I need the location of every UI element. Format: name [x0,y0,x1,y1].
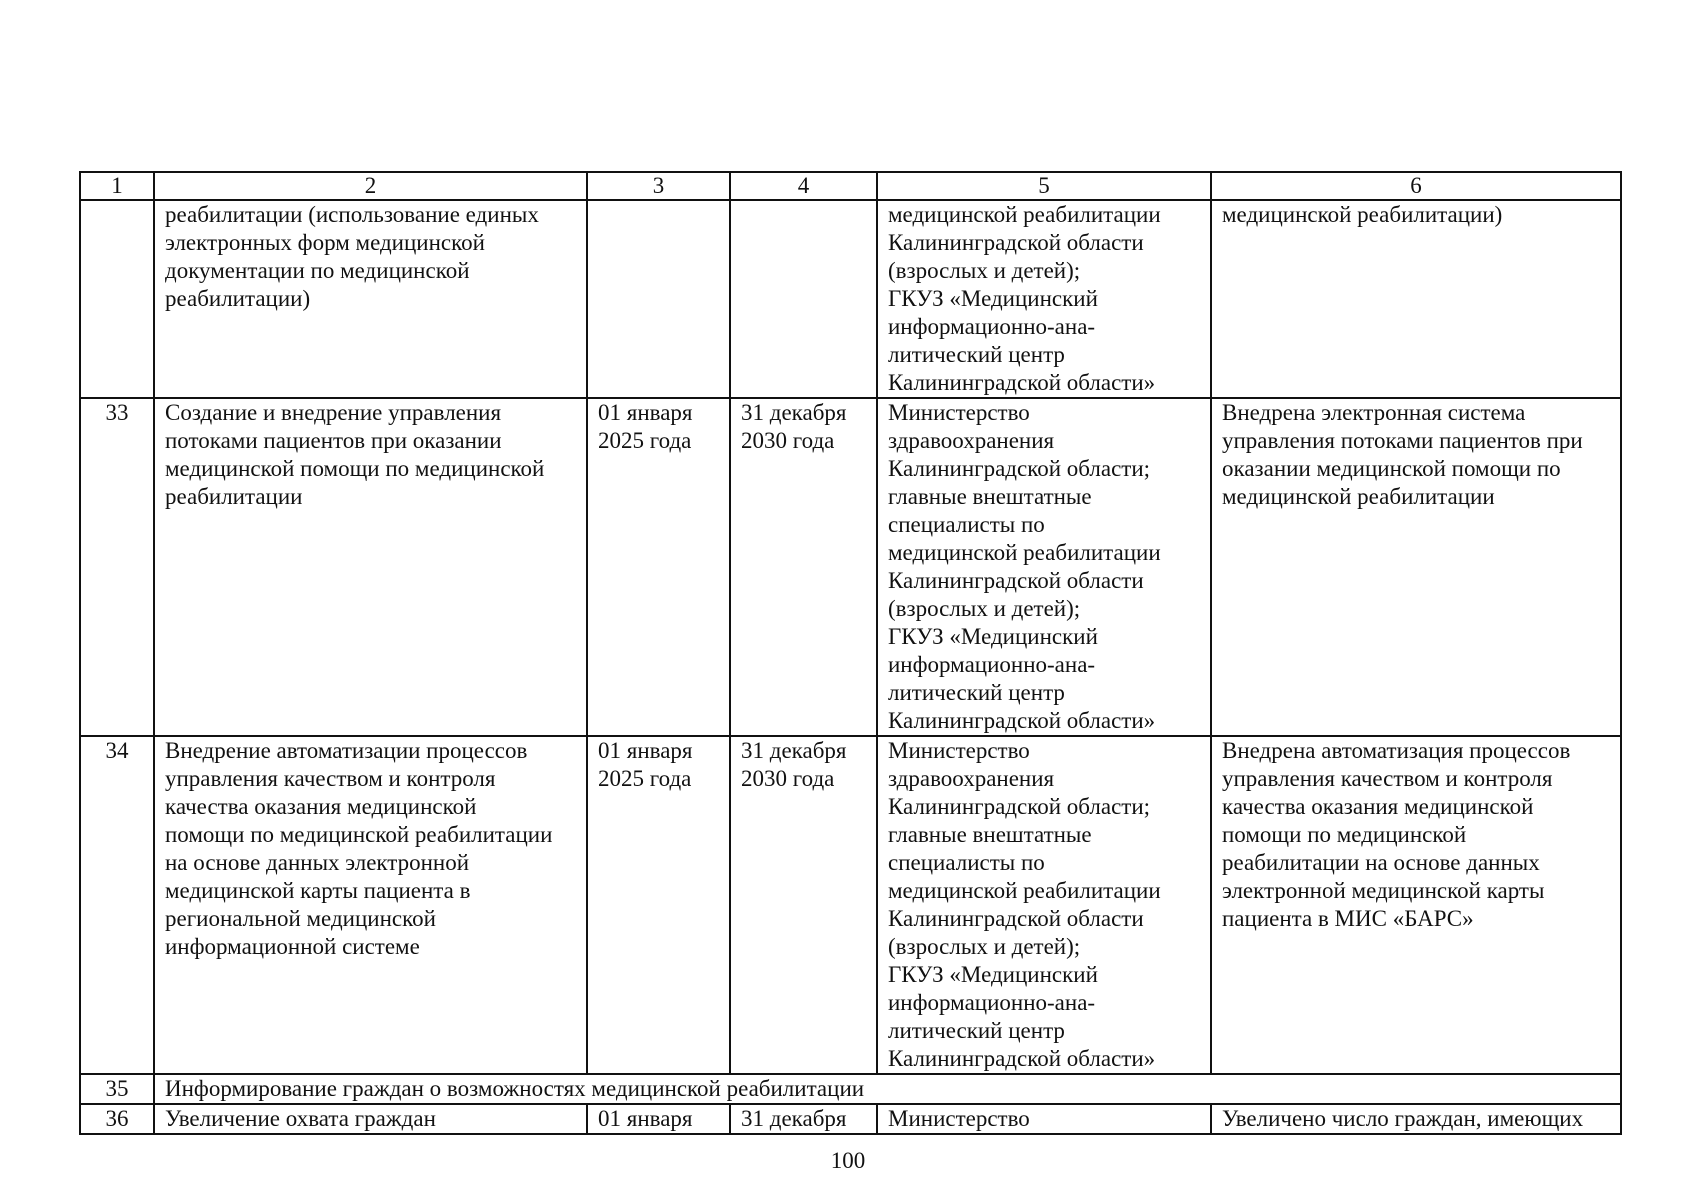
header-cell: 6 [1211,172,1621,200]
text-line: Министерство [888,400,1030,425]
text-line: специалисты по [888,850,1045,875]
text-line: Калининградской области; [888,794,1151,819]
row-number: 35 [80,1074,154,1104]
text-line: ГКУЗ «Медицинский [888,624,1098,649]
header-cell: 2 [154,172,587,200]
table-row [80,1104,1621,1134]
text-line: информационной системе [165,934,420,959]
text-line: пациента в МИС «БАРС» [1222,906,1474,931]
text-line: Калининградской области [888,230,1144,255]
measure-name-cell [154,398,587,736]
text-line: медицинской реабилитации [888,540,1161,565]
table-row-continued [80,200,1621,398]
text-line: документации по медицинской [165,258,470,283]
responsible-cell: Министерство [877,1104,1211,1134]
row-number: 33 [80,398,154,736]
text-line: медицинской реабилитации [888,202,1161,227]
text-line: 2030 года [741,428,835,453]
text-line: 2030 года [741,766,835,791]
text-line: 2025 года [598,766,692,791]
responsible-cell [877,200,1211,398]
end-date-cell [730,736,877,1074]
text-line: управления качеством и контроля [1222,766,1553,791]
text-line: (взрослых и детей); [888,596,1081,621]
start-date-cell: 01 января [587,1104,730,1134]
text-line: главные внештатные [888,484,1092,509]
row-number [80,200,154,398]
text-line: медицинской реабилитации) [1222,202,1503,227]
result-cell [1211,398,1621,736]
text-line: 01 января [598,738,693,763]
text-line: Создание и внедрение управления [165,400,502,425]
text-line: здравоохранения [888,766,1055,791]
text-line: Внедрение автоматизации процессов [165,738,528,763]
text-line: Внедрена электронная система [1222,400,1526,425]
text-line: литический центр [888,680,1065,705]
row-number: 36 [80,1104,154,1134]
end-date-cell: 31 декабря [730,1104,877,1134]
text-line: Калининградской области» [888,370,1156,395]
text-line: специалисты по [888,512,1045,537]
text-line: ГКУЗ «Медицинский [888,962,1098,987]
section-row [80,1074,1621,1104]
start-date-cell [587,736,730,1074]
text-line: медицинской помощи по медицинской [165,456,545,481]
result-cell [1211,736,1621,1074]
text-line: Внедрена автоматизация процессов [1222,738,1571,763]
text-line: 01 января [598,400,693,425]
table-row [80,398,1621,736]
measure-name-cell [154,736,587,1074]
header-cell: 3 [587,172,730,200]
text-line: электронных форм медицинской [165,230,485,255]
result-cell: Увеличено число граждан, имеющих [1211,1104,1621,1134]
header-cell: 1 [80,172,154,200]
text-line: информационно-ана- [888,990,1096,1015]
text-line: региональной медицинской [165,906,436,931]
text-line: медицинской реабилитации [888,878,1161,903]
header-cell: 5 [877,172,1211,200]
text-line: (взрослых и детей); [888,934,1081,959]
text-line: 31 декабря [741,738,847,763]
text-line: 31 декабря [741,400,847,425]
text-line: Калининградской области» [888,708,1156,733]
text-line: литический центр [888,1018,1065,1043]
text-line: Министерство [888,738,1030,763]
text-line: реабилитации на основе данных [1222,850,1540,875]
result-cell [1211,200,1621,398]
responsible-cell [877,398,1211,736]
text-line: помощи по медицинской [1222,822,1467,847]
text-line: Калининградской области» [888,1046,1156,1071]
text-line: помощи по медицинской реабилитации [165,822,553,847]
header-row [80,172,1621,200]
text-line: управления потоками пациентов при [1222,428,1583,453]
text-line: реабилитации) [165,286,311,311]
text-line: реабилитации (использование единых [165,202,539,227]
text-line: Калининградской области; [888,456,1151,481]
text-line: литический центр [888,342,1065,367]
table-row [80,736,1621,1074]
responsible-cell [877,736,1211,1074]
page-number: 100 [830,1148,866,1173]
text-line: 2025 года [598,428,692,453]
header-cell: 4 [730,172,877,200]
end-date-cell [730,200,877,398]
text-line: реабилитации [165,484,303,509]
text-line: ГКУЗ «Медицинский [888,286,1098,311]
text-line: информационно-ана- [888,314,1096,339]
text-line: (взрослых и детей); [888,258,1081,283]
end-date-cell [730,398,877,736]
text-line: электронной медицинской карты [1222,878,1545,903]
text-line: на основе данных электронной [165,850,470,875]
text-line: медицинской карты пациента в [165,878,471,903]
section-title: Информирование граждан о возможностях медицинской реабилитации [154,1074,1621,1104]
measure-name-cell [154,200,587,398]
text-line: здравоохранения [888,428,1055,453]
measures-table [79,171,1622,1135]
text-line: потоками пациентов при оказании [165,428,502,453]
text-line: управления качеством и контроля [165,766,496,791]
text-line: Калининградской области [888,906,1144,931]
row-number: 34 [80,736,154,1074]
start-date-cell [587,200,730,398]
text-line: качества оказания медицинской [1222,794,1534,819]
measure-name-cell: Увеличение охвата граждан [154,1104,587,1134]
text-line: медицинской реабилитации [1222,484,1495,509]
text-line: качества оказания медицинской [165,794,477,819]
text-line: главные внештатные [888,822,1092,847]
text-line: Калининградской области [888,568,1144,593]
text-line: информационно-ана- [888,652,1096,677]
text-line: оказании медицинской помощи по [1222,456,1561,481]
start-date-cell [587,398,730,736]
